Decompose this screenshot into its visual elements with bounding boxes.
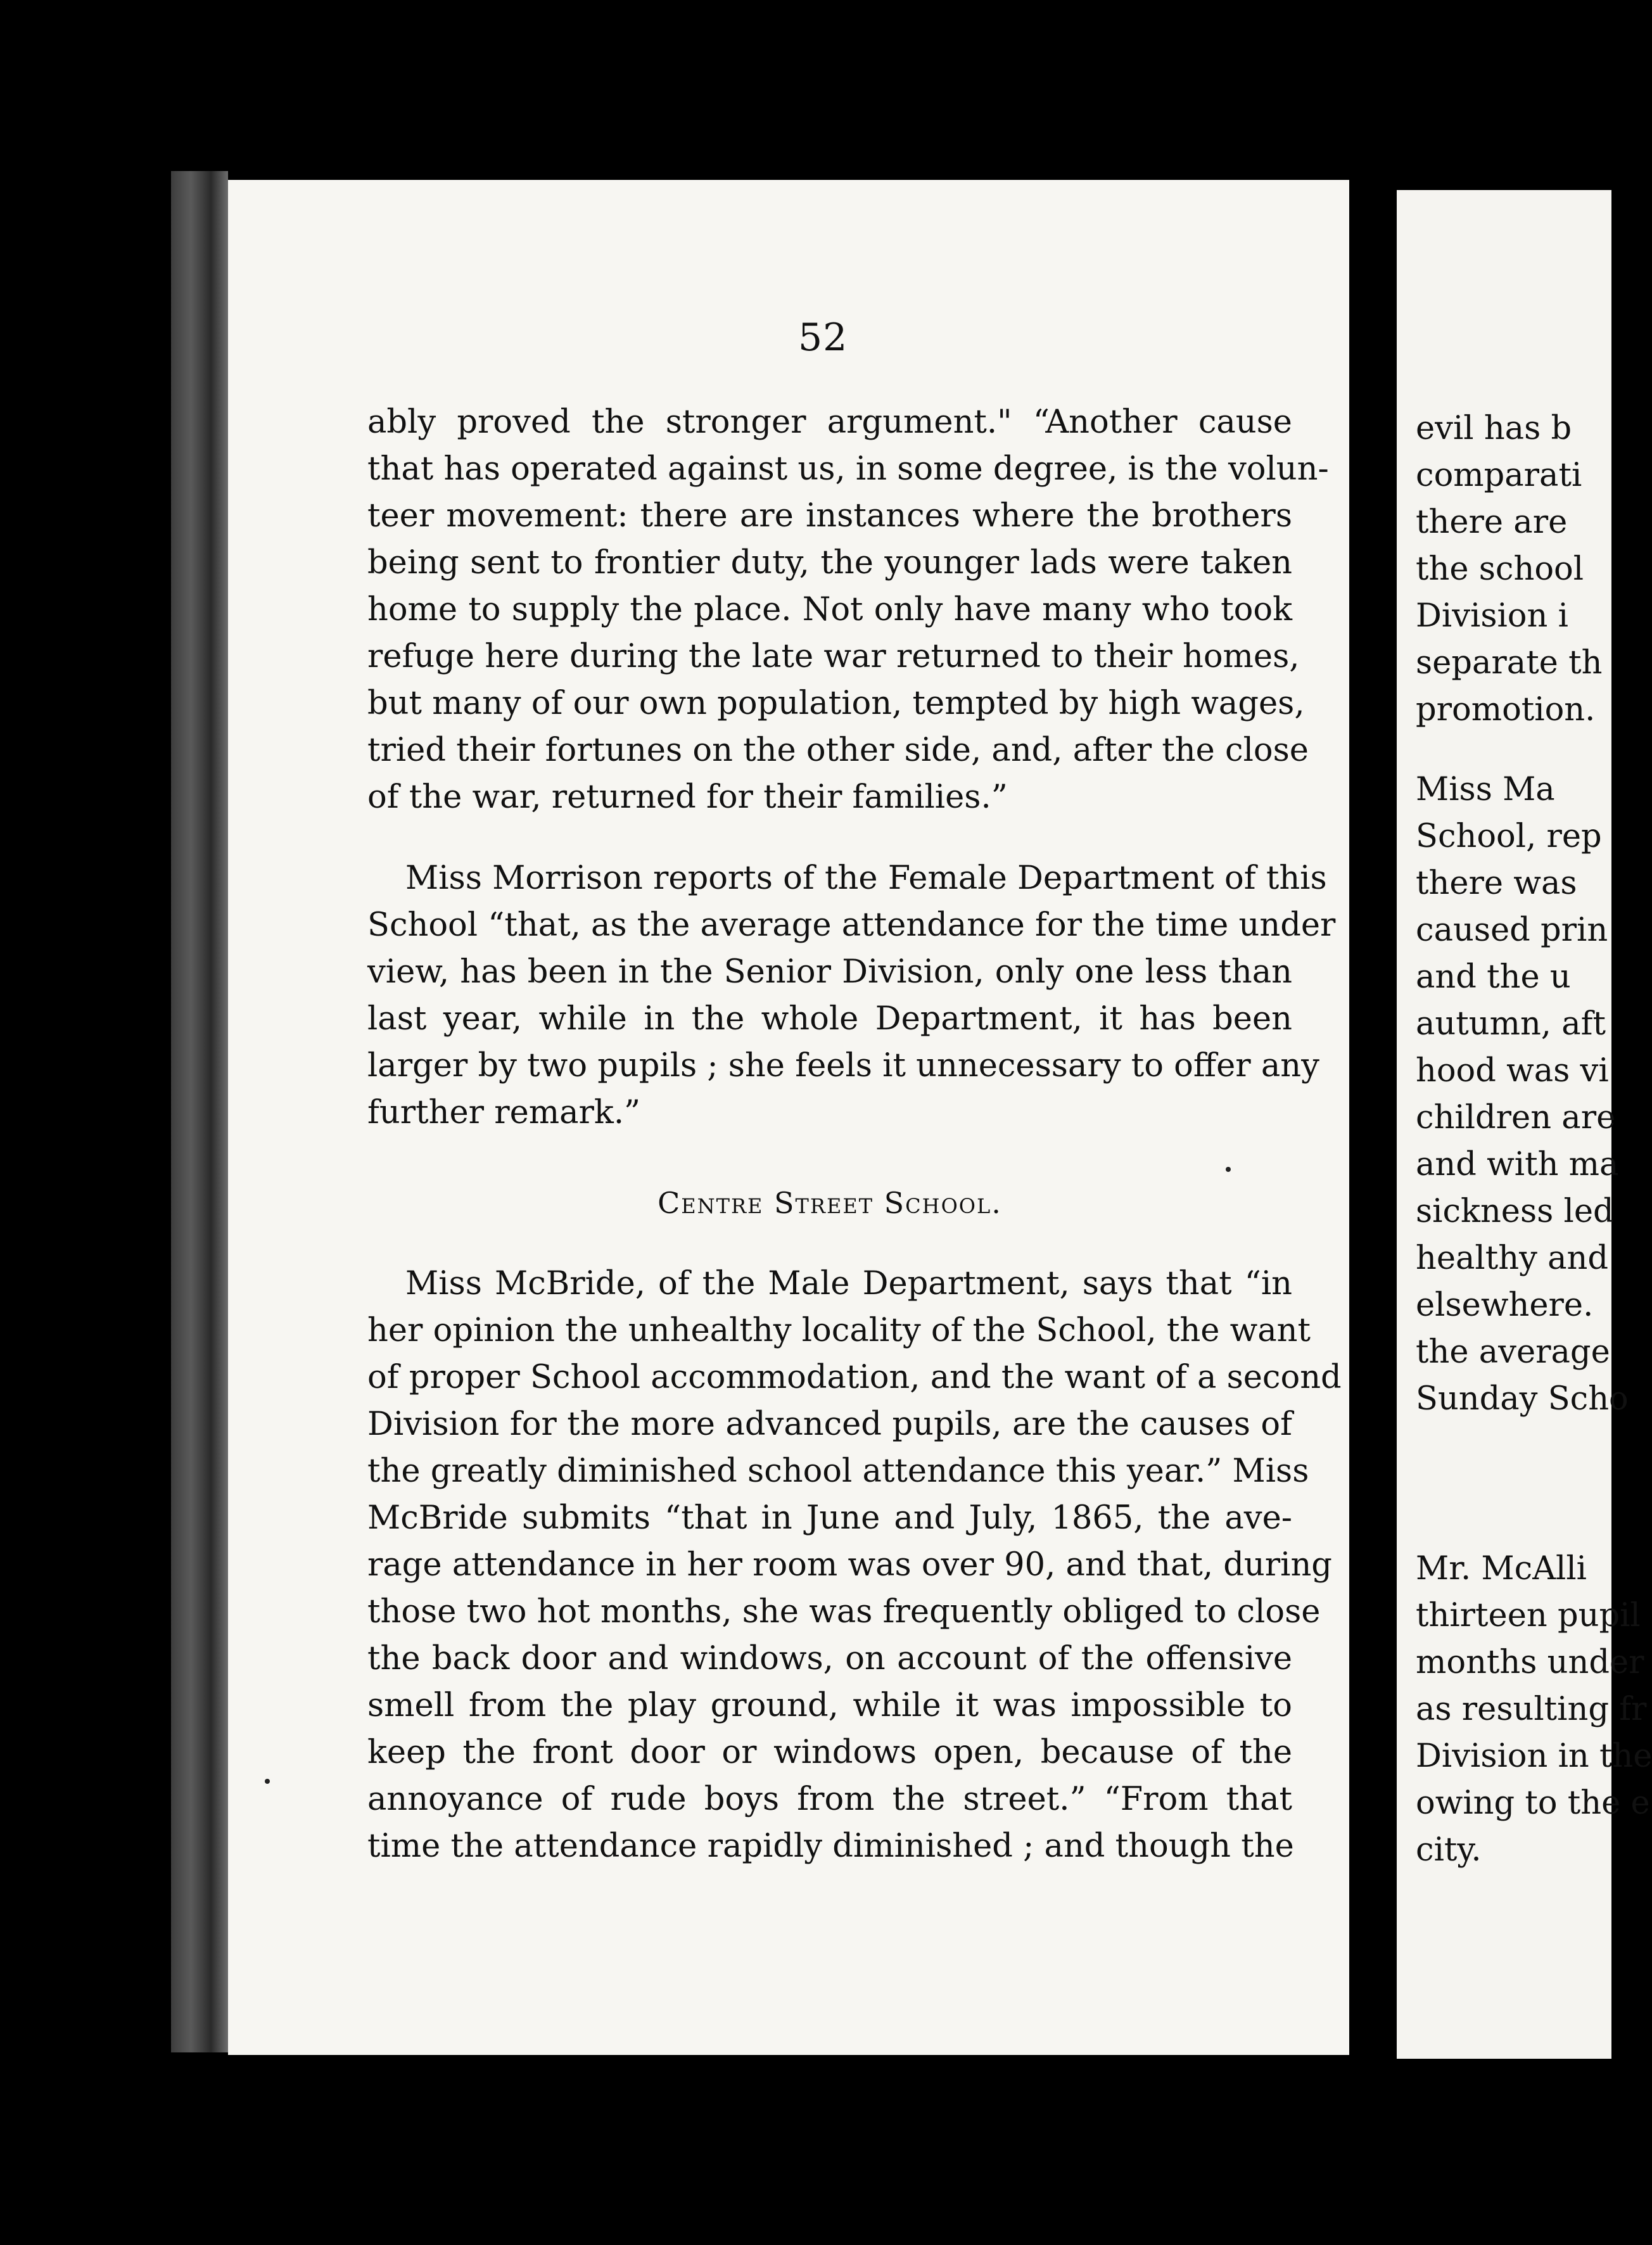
text-line: comparati xyxy=(1416,457,1582,494)
text-line: Sunday Scho xyxy=(1416,1380,1629,1418)
text-line: home to supply the place. Not only have many who took xyxy=(367,591,1292,628)
text-line: tried their fortunes on the other side, and, after the close xyxy=(367,732,1309,769)
speck xyxy=(265,1779,270,1784)
text-line: autumn, aft xyxy=(1416,1005,1606,1043)
text-line: owing to the e xyxy=(1416,1784,1650,1822)
text-line: and the u xyxy=(1416,958,1571,996)
text-line: being sent to frontier duty, the younger lads were taken xyxy=(367,544,1292,582)
speck xyxy=(1226,1167,1231,1172)
page-number: 52 xyxy=(798,315,848,360)
text-line: her opinion the unhealthy locality of the School, the want xyxy=(367,1312,1311,1349)
text-line: the average xyxy=(1416,1333,1610,1371)
text-line: thirteen pupil xyxy=(1416,1597,1641,1634)
text-line: last year, while in the whole Department, it has been xyxy=(367,1000,1292,1038)
text-line: keep the front door or windows open, because of the xyxy=(367,1734,1292,1771)
section-heading: Centre Street School. xyxy=(658,1186,1002,1220)
text-line: hood was vi xyxy=(1416,1052,1609,1090)
text-line: time the attendance rapidly diminished ; and though the xyxy=(367,1828,1294,1865)
text-line: smell from the play ground, while it was impossible to xyxy=(367,1687,1292,1724)
text-line: Division i xyxy=(1416,597,1568,635)
paragraph-3 xyxy=(367,1261,1342,1870)
text-line: those two hot months, she was frequently obliged to close xyxy=(367,1593,1321,1631)
text-line: there was xyxy=(1416,865,1577,902)
text-line: Miss Ma xyxy=(1416,771,1555,808)
text-line: months under xyxy=(1416,1644,1644,1681)
text-line: larger by two pupils ; she feels it unnecessary to offer any xyxy=(367,1047,1319,1084)
text-line: Division for the more advanced pupils, are the causes of xyxy=(367,1406,1292,1443)
text-line: teer movement: there are instances where the brothers xyxy=(367,497,1292,535)
text-line: as resulting fr xyxy=(1416,1691,1647,1728)
text-line: promotion. xyxy=(1416,691,1596,728)
text-line: of the war, returned for their families.” xyxy=(367,779,1008,816)
text-line: healthy and xyxy=(1416,1240,1609,1277)
right-page-block-2 xyxy=(1416,766,1629,1423)
text-line: the greatly diminished school attendance this year.” Miss xyxy=(367,1453,1309,1490)
text-line: city. xyxy=(1416,1831,1482,1869)
text-line: sickness led xyxy=(1416,1193,1614,1230)
paragraph-1 xyxy=(367,399,1329,821)
text-line: Miss Morrison reports of the Female Department of this xyxy=(405,860,1327,897)
text-line: the back door and windows, on account of the offensive xyxy=(367,1640,1292,1677)
text-line: further remark.” xyxy=(367,1094,641,1131)
text-line: evil has b xyxy=(1416,410,1572,447)
text-line: the school xyxy=(1416,550,1584,588)
right-page-block-1 xyxy=(1416,405,1602,734)
text-line: School, rep xyxy=(1416,818,1602,855)
text-line: that has operated against us, in some degree, is the volun- xyxy=(367,450,1329,488)
text-line: separate th xyxy=(1416,644,1603,682)
text-line: children are xyxy=(1416,1099,1616,1136)
text-line: and with ma xyxy=(1416,1146,1619,1183)
text-line: rage attendance in her room was over 90, and that, during xyxy=(367,1546,1332,1584)
text-line: ably proved the stronger argument." “Another cause xyxy=(367,404,1292,441)
text-line: Division in the xyxy=(1416,1738,1652,1775)
text-line: Miss McBride, of the Male Department, says that “in xyxy=(405,1265,1292,1302)
text-line: elsewhere. xyxy=(1416,1287,1594,1324)
text-line: but many of our own population, tempted by high wages, xyxy=(367,685,1305,722)
right-page-block-3 xyxy=(1416,1546,1652,1874)
text-line: School “that, as the average attendance for the time under xyxy=(367,906,1336,944)
text-line: caused prin xyxy=(1416,912,1608,949)
text-line: Mr. McAlli xyxy=(1416,1550,1587,1587)
text-line: view, has been in the Senior Division, only one less than xyxy=(367,953,1292,991)
text-line: McBride submits “that in June and July, 1865, the ave- xyxy=(367,1499,1292,1537)
text-line: there are xyxy=(1416,504,1568,541)
book-spine-shadow xyxy=(171,171,228,2052)
text-line: refuge here during the late war returned to their homes, xyxy=(367,638,1300,675)
paragraph-2 xyxy=(367,855,1336,1136)
text-line: annoyance of rude boys from the street.” “From that xyxy=(367,1781,1292,1818)
text-line: of proper School accommodation, and the want of a second xyxy=(367,1359,1342,1396)
